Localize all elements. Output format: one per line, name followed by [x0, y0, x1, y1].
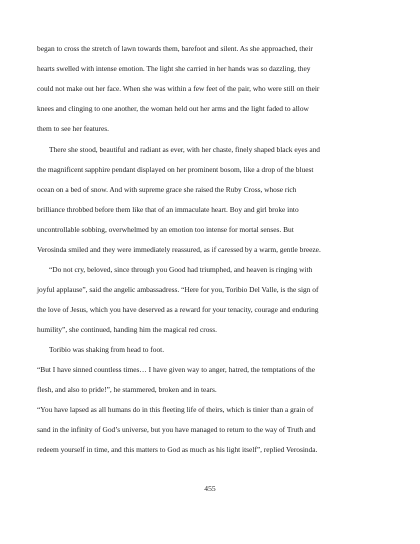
text-line: humility”, she continued, handing him the magical red cross.	[37, 325, 218, 334]
text-line: “Do not cry, beloved, since through you Good had triumphed, and heaven is ringing with	[49, 265, 313, 274]
text-line: Toribio was shaking from head to foot.	[49, 345, 165, 354]
text-line: “You have lapsed as all humans do in this fleeting life of theirs, which is tinier than a grain of	[37, 405, 314, 414]
text-line: could not make out her face. When she was within a few feet of the pair, who were still on their	[37, 84, 320, 93]
text-line: hearts swelled with intense emotion. The light she carried in her hands was so dazzling, they	[37, 64, 311, 73]
page-number: 455	[204, 484, 216, 493]
text-line: joyful applause”, said the angelic ambassadress. “Here for you, Toribio Del Valle, is the sign of	[37, 285, 319, 294]
text-line: the magnificent sapphire pendant displayed on her prominent bosom, like a drop of the bluest	[37, 165, 314, 174]
text-line: sand in the infinity of God’s universe, but you have managed to return to the way of Truth and	[37, 425, 316, 434]
text-line: “But I have sinned countless times… I have given way to anger, hatred, the temptations of the	[37, 365, 316, 374]
text-line: redeem yourself in time, and this matters to God as much as his light itself”, replied Verosinda.	[37, 445, 318, 454]
text-line: uncontrollable sobbing, overwhelmed by an emotion too intense for mortal senses. But	[37, 225, 294, 234]
text-line: ocean on a bed of snow. And with supreme grace she raised the Ruby Cross, whose rich	[37, 185, 297, 194]
text-line: began to cross the stretch of lawn towards them, barefoot and silent. As she approached, their	[37, 44, 313, 53]
text-line: brilliance throbbed before them like that of an immaculate heart. Boy and girl broke into	[37, 205, 299, 214]
text-line: flesh, and also to pride!”, he stammered, broken and in tears.	[37, 385, 217, 394]
text-line: the love of Jesus, which you have deserved as a reward for your tenacity, courage and enduring	[37, 305, 319, 314]
text-line: There she stood, beautiful and radiant as ever, with her chaste, finely shaped black eyes and	[49, 145, 321, 154]
text-line: Verosinda smiled and they were immediately reassured, as if caressed by a warm, gentle breeze.	[37, 245, 321, 254]
text-line: them to see her features.	[37, 124, 110, 133]
text-line: knees and clinging to one another, the woman held out her arms and the light faded to allow	[37, 104, 309, 113]
